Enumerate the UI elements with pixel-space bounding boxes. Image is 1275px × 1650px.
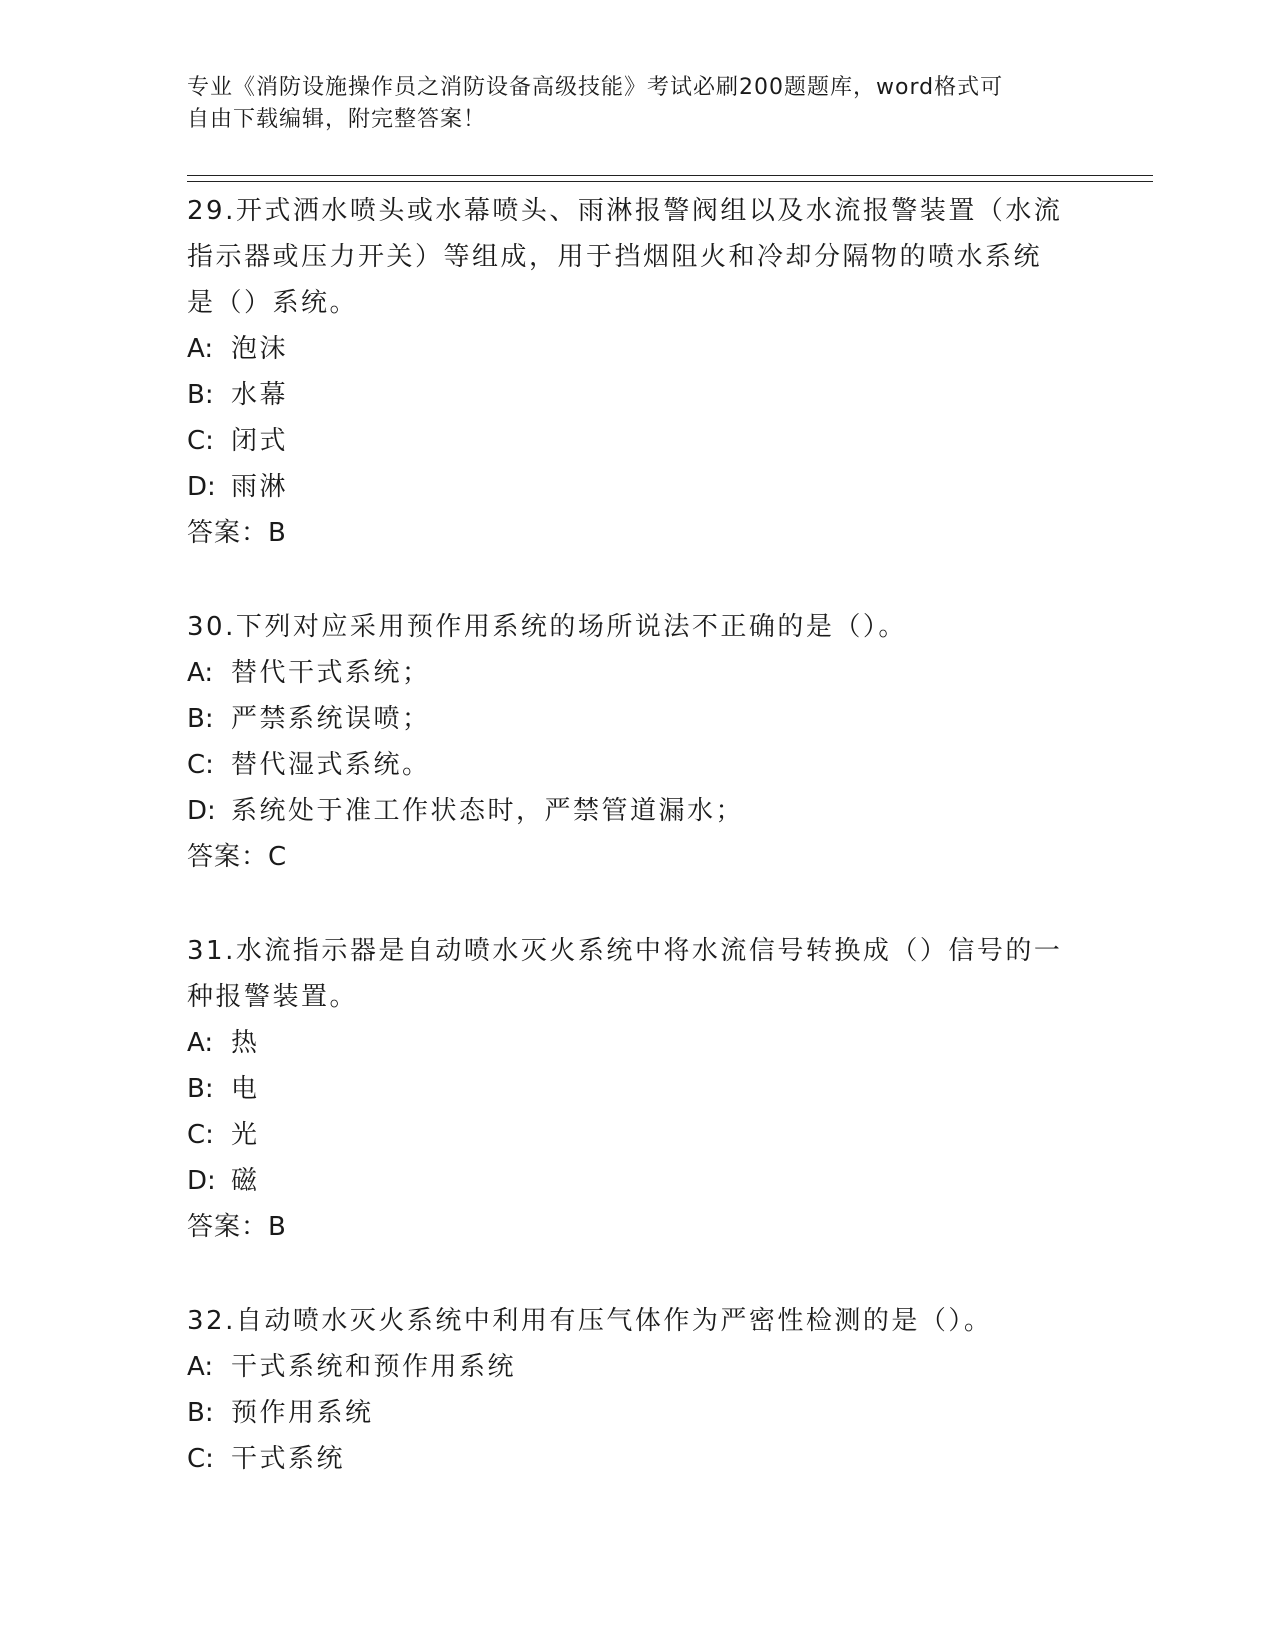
option-d [187, 788, 1087, 834]
option-text: 系统处于准工作状态时，严禁管道漏水； [231, 796, 745, 826]
option-letter: C: [187, 1444, 214, 1474]
option-b [187, 696, 1087, 742]
option-text: 磁 [231, 1166, 260, 1196]
option-letter: C: [187, 750, 214, 780]
header-divider-bottom [187, 181, 1153, 182]
option-letter: C: [187, 1120, 214, 1150]
question-31 [187, 928, 1087, 1250]
option-text: 干式系统 [231, 1444, 346, 1474]
option-a [187, 650, 1087, 696]
option-letter: A: [187, 1352, 214, 1382]
option-text: 闭式 [231, 426, 289, 456]
option-text: 泡沫 [231, 334, 289, 364]
option-c [187, 742, 1087, 788]
option-letter: A: [187, 334, 214, 364]
option-b [187, 372, 1087, 418]
option-letter: A: [187, 1028, 214, 1058]
option-a [187, 1020, 1087, 1066]
answer-line: 答案：B [187, 1212, 287, 1242]
header-divider-top [187, 175, 1153, 176]
question-text-line: 30.下列对应采用预作用系统的场所说法不正确的是（）。 [187, 612, 907, 642]
question-text-line: 32.自动喷水灭火系统中利用有压气体作为严密性检测的是（）。 [187, 1306, 993, 1336]
question-text-line: 29.开式洒水喷头或水幕喷头、雨淋报警阀组以及水流报警装置（水流 [187, 196, 1063, 226]
question-text-line: 种报警装置。 [187, 982, 359, 1012]
option-letter: A: [187, 658, 214, 688]
option-d [187, 464, 1087, 510]
answer-line: 答案：C [187, 842, 288, 872]
option-text: 热 [231, 1028, 260, 1058]
question-29 [187, 188, 1087, 556]
question-text-line: 31.水流指示器是自动喷水灭火系统中将水流信号转换成（）信号的一 [187, 936, 1063, 966]
option-c [187, 1436, 1087, 1482]
option-letter: B: [187, 380, 214, 410]
option-text: 替代湿式系统。 [231, 750, 431, 780]
option-text: 严禁系统误喷； [231, 704, 431, 734]
header-line-1: 专业《消防设施操作员之消防设备高级技能》考试必刷200题题库，word格式可 [187, 75, 1004, 100]
option-text: 电 [231, 1074, 260, 1104]
option-text: 雨淋 [231, 472, 289, 502]
option-a [187, 326, 1087, 372]
header-line-2: 自由下载编辑，附完整答案！ [187, 107, 487, 132]
option-letter: D: [187, 796, 216, 826]
document-header [187, 72, 1087, 136]
option-text: 预作用系统 [231, 1398, 374, 1428]
option-text: 水幕 [231, 380, 289, 410]
question-text-line: 指示器或压力开关）等组成，用于挡烟阻火和冷却分隔物的喷水系统 [187, 242, 1043, 272]
question-list [187, 188, 1087, 1482]
option-b [187, 1390, 1087, 1436]
option-b [187, 1066, 1087, 1112]
option-letter: D: [187, 472, 216, 502]
question-30 [187, 604, 1087, 880]
option-a [187, 1344, 1087, 1390]
option-c [187, 418, 1087, 464]
option-d [187, 1158, 1087, 1204]
option-text: 光 [231, 1120, 260, 1150]
question-32 [187, 1298, 1087, 1482]
option-letter: B: [187, 1398, 214, 1428]
option-letter: B: [187, 704, 214, 734]
option-letter: D: [187, 1166, 216, 1196]
answer-line: 答案：B [187, 518, 287, 548]
option-letter: B: [187, 1074, 214, 1104]
question-text-line: 是（）系统。 [187, 288, 359, 318]
option-letter: C: [187, 426, 214, 456]
option-c [187, 1112, 1087, 1158]
option-text: 干式系统和预作用系统 [231, 1352, 517, 1382]
option-text: 替代干式系统； [231, 658, 431, 688]
